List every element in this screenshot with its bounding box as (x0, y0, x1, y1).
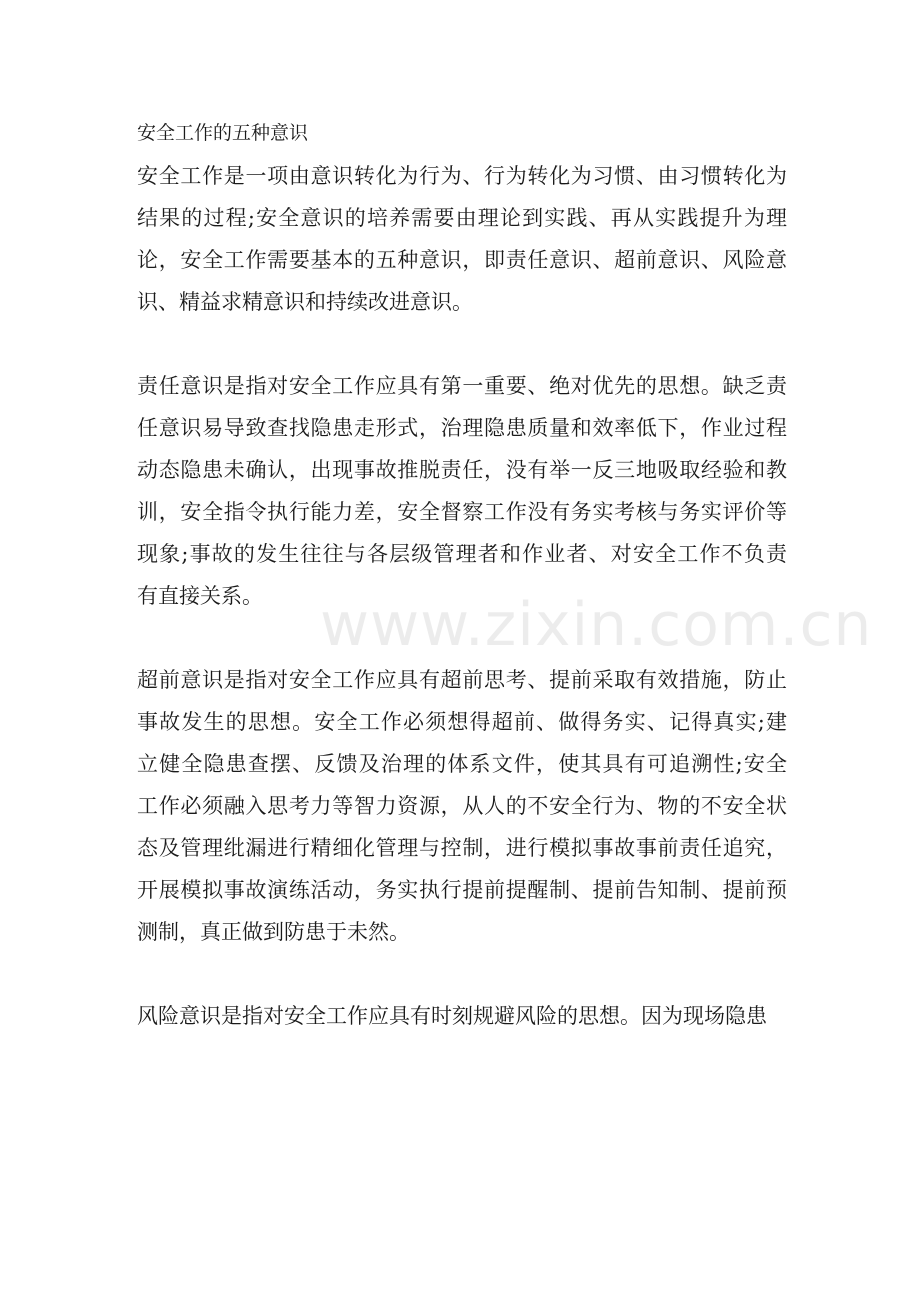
paragraph-foresight (137, 659, 787, 953)
watermark: www.zixin.com.cn (320, 590, 873, 660)
text-line: 态及管理纰漏进行精细化管理与控制，进行模拟事故事前责任追究， (137, 836, 787, 860)
paragraph-spacer (137, 953, 787, 995)
paragraph-spacer (137, 323, 787, 365)
paragraph-spacer (137, 617, 787, 659)
paragraph-risk (137, 995, 787, 1037)
text-line: 安全工作是一项由意识转化为行为、行为转化为习惯、由习惯转化为 (137, 164, 787, 188)
paragraph-responsibility (137, 365, 787, 617)
text-line: 结果的过程;安全意识的培养需要由理论到实践、再从实践提升为理 (137, 206, 787, 230)
text-line: 任意识易导致查找隐患走形式，治理隐患质量和效率低下，作业过程 (137, 416, 787, 440)
text-line: 工作必须融入思考力等智力资源，从人的不安全行为、物的不安全状 (137, 794, 787, 818)
text-line: 超前意识是指对安全工作应具有超前思考、提前采取有效措施，防止 (137, 668, 787, 692)
text-line: 论，安全工作需要基本的五种意识，即责任意识、超前意识、风险意 (137, 248, 787, 272)
paragraph-intro (137, 155, 787, 323)
text-line: 事故发生的思想。安全工作必须想得超前、做得务实、记得真实;建 (137, 710, 787, 734)
text-line: 责任意识是指对安全工作应具有第一重要、绝对优先的思想。缺乏责 (137, 374, 787, 398)
text-line: 开展模拟事故演练活动，务实执行提前提醒制、提前告知制、提前预 (137, 878, 787, 902)
text-line: 动态隐患未确认，出现事故推脱责任，没有举一反三地吸取经验和教 (137, 458, 787, 482)
text-line: 现象;事故的发生往往与各层级管理者和作业者、对安全工作不负责 (137, 542, 787, 566)
text-line: 有直接关系。 (137, 584, 263, 608)
document-body (137, 112, 787, 1037)
text-line: 测制，真正做到防患于未然。 (137, 920, 410, 944)
text-line: 风险意识是指对安全工作应具有时刻规避风险的思想。因为现场隐患 (137, 1004, 767, 1028)
text-line: 立健全隐患查摆、反馈及治理的体系文件，使其具有可追溯性;安全 (137, 752, 787, 776)
text-line: 识、精益求精意识和持续改进意识。 (137, 290, 473, 314)
document-title: 安全工作的五种意识 (137, 122, 309, 144)
text-line: 训，安全指令执行能力差，安全督察工作没有务实考核与务实评价等 (137, 500, 787, 524)
